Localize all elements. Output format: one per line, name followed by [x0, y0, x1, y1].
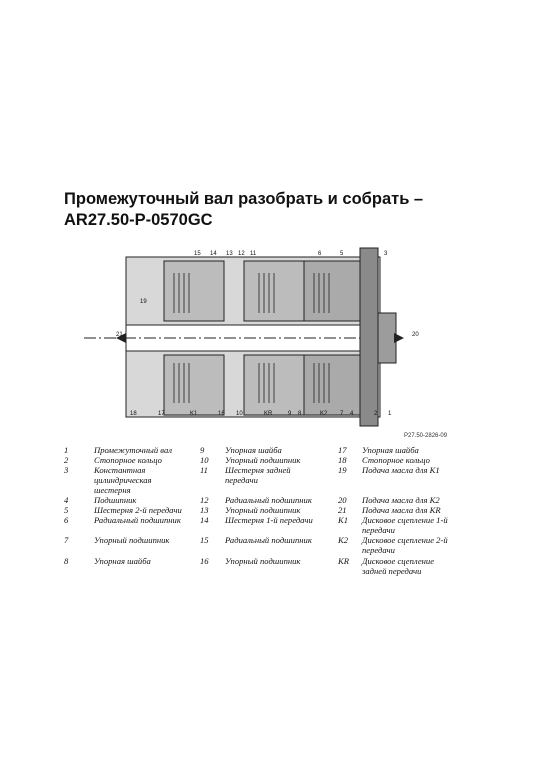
legend-number: 7 — [64, 535, 69, 545]
legend-number: 17 — [338, 445, 347, 455]
callout-label: K1 — [190, 411, 198, 417]
callout-label: 14 — [210, 251, 217, 257]
legend-number: 14 — [200, 515, 209, 525]
callout-label: 11 — [250, 251, 257, 257]
legend-text: Дисковое сцепление 2-й передачи — [362, 535, 448, 555]
legend-text: Шестерня 1-й передачи — [225, 515, 313, 525]
legend-number: 3 — [64, 465, 69, 475]
callout-label: 17 — [158, 411, 165, 417]
callout-label: 21 — [116, 332, 123, 338]
legend-text: Подача масла для KR — [362, 505, 441, 515]
legend-text: Упорная шайба — [225, 445, 282, 455]
figure-code: P27.50-2826-09 — [404, 433, 448, 439]
legend-text: Шестерня 2-й передачи — [94, 505, 182, 515]
callout-label: 20 — [412, 332, 419, 338]
legend-text: Радиальный подшипник — [94, 515, 181, 525]
callout-label: 15 — [194, 251, 201, 257]
callout-label: 7 — [340, 411, 344, 417]
callout-label: 16 — [218, 411, 225, 417]
legend-number: 18 — [338, 455, 347, 465]
legend-text: Упорный подшипник — [94, 535, 170, 545]
legend-text: Упорный подшипник — [225, 455, 301, 465]
callout-label: 4 — [350, 411, 354, 417]
legend-number: 1 — [64, 445, 69, 455]
legend-text: Радиальный подшипник — [225, 535, 312, 545]
legend-number: 12 — [200, 495, 209, 505]
legend-number: 2 — [64, 455, 69, 465]
callout-label: 8 — [298, 411, 302, 417]
legend-text: Подача масла для K2 — [362, 495, 440, 505]
legend-number: 8 — [64, 556, 69, 566]
callout-label: 1 — [388, 411, 392, 417]
callout-label: 19 — [140, 299, 147, 305]
legend-number: 16 — [200, 556, 209, 566]
legend-number: 11 — [200, 465, 208, 475]
legend-text: Упорная шайба — [94, 556, 151, 566]
legend-number: 5 — [64, 505, 69, 515]
legend-text: Стопорное кольцо — [362, 455, 430, 465]
callout-label: 10 — [236, 411, 243, 417]
legend-number: K2 — [338, 535, 349, 545]
legend-number: KR — [338, 556, 349, 566]
legend-text: Подшипник — [94, 495, 137, 505]
legend-text: Промежуточный вал — [94, 445, 172, 455]
callout-label: 2 — [374, 411, 378, 417]
legend-number: 20 — [338, 495, 347, 505]
legend-number: 15 — [200, 535, 209, 545]
callout-label: 9 — [288, 411, 292, 417]
legend-text: Дисковое сцепление задней передачи — [362, 556, 435, 576]
legend-text: Радиальный подшипник — [225, 495, 312, 505]
callout-label: KR — [264, 411, 273, 417]
legend-text: Упорная шайба — [362, 445, 419, 455]
legend-text: Подача масла для K1 — [362, 465, 440, 475]
legend-number: 10 — [200, 455, 209, 465]
callout-label: 5 — [340, 251, 344, 257]
callout-label: 12 — [238, 251, 245, 257]
legend-number: 9 — [200, 445, 205, 455]
callout-label: 13 — [226, 251, 233, 257]
legend-number: 19 — [338, 465, 347, 475]
legend-text: Константная цилиндрическая шестерня — [94, 465, 152, 495]
page-title: Промежуточный вал разобрать и собрать – AR27.50-P-0570GC — [64, 190, 424, 229]
legend-text: Стопорное кольцо — [94, 455, 162, 465]
legend-text: Дисковое сцепление 1-й передачи — [362, 515, 448, 535]
callout-label: 3 — [384, 251, 388, 257]
shaft-cross-section-diagram — [64, 243, 460, 433]
legend-number: 6 — [64, 515, 69, 525]
legend-number: 13 — [200, 505, 209, 515]
legend-number: 21 — [338, 505, 347, 515]
callout-label: K2 — [320, 411, 328, 417]
legend-text: Упорный подшипник — [225, 505, 301, 515]
callout-label: 18 — [130, 411, 137, 417]
callout-label: 6 — [318, 251, 322, 257]
legend-number: K1 — [338, 515, 349, 525]
legend-number: 4 — [64, 495, 69, 505]
legend-text: Шестерня задней передачи — [225, 465, 291, 485]
legend-text: Упорный подшипник — [225, 556, 301, 566]
